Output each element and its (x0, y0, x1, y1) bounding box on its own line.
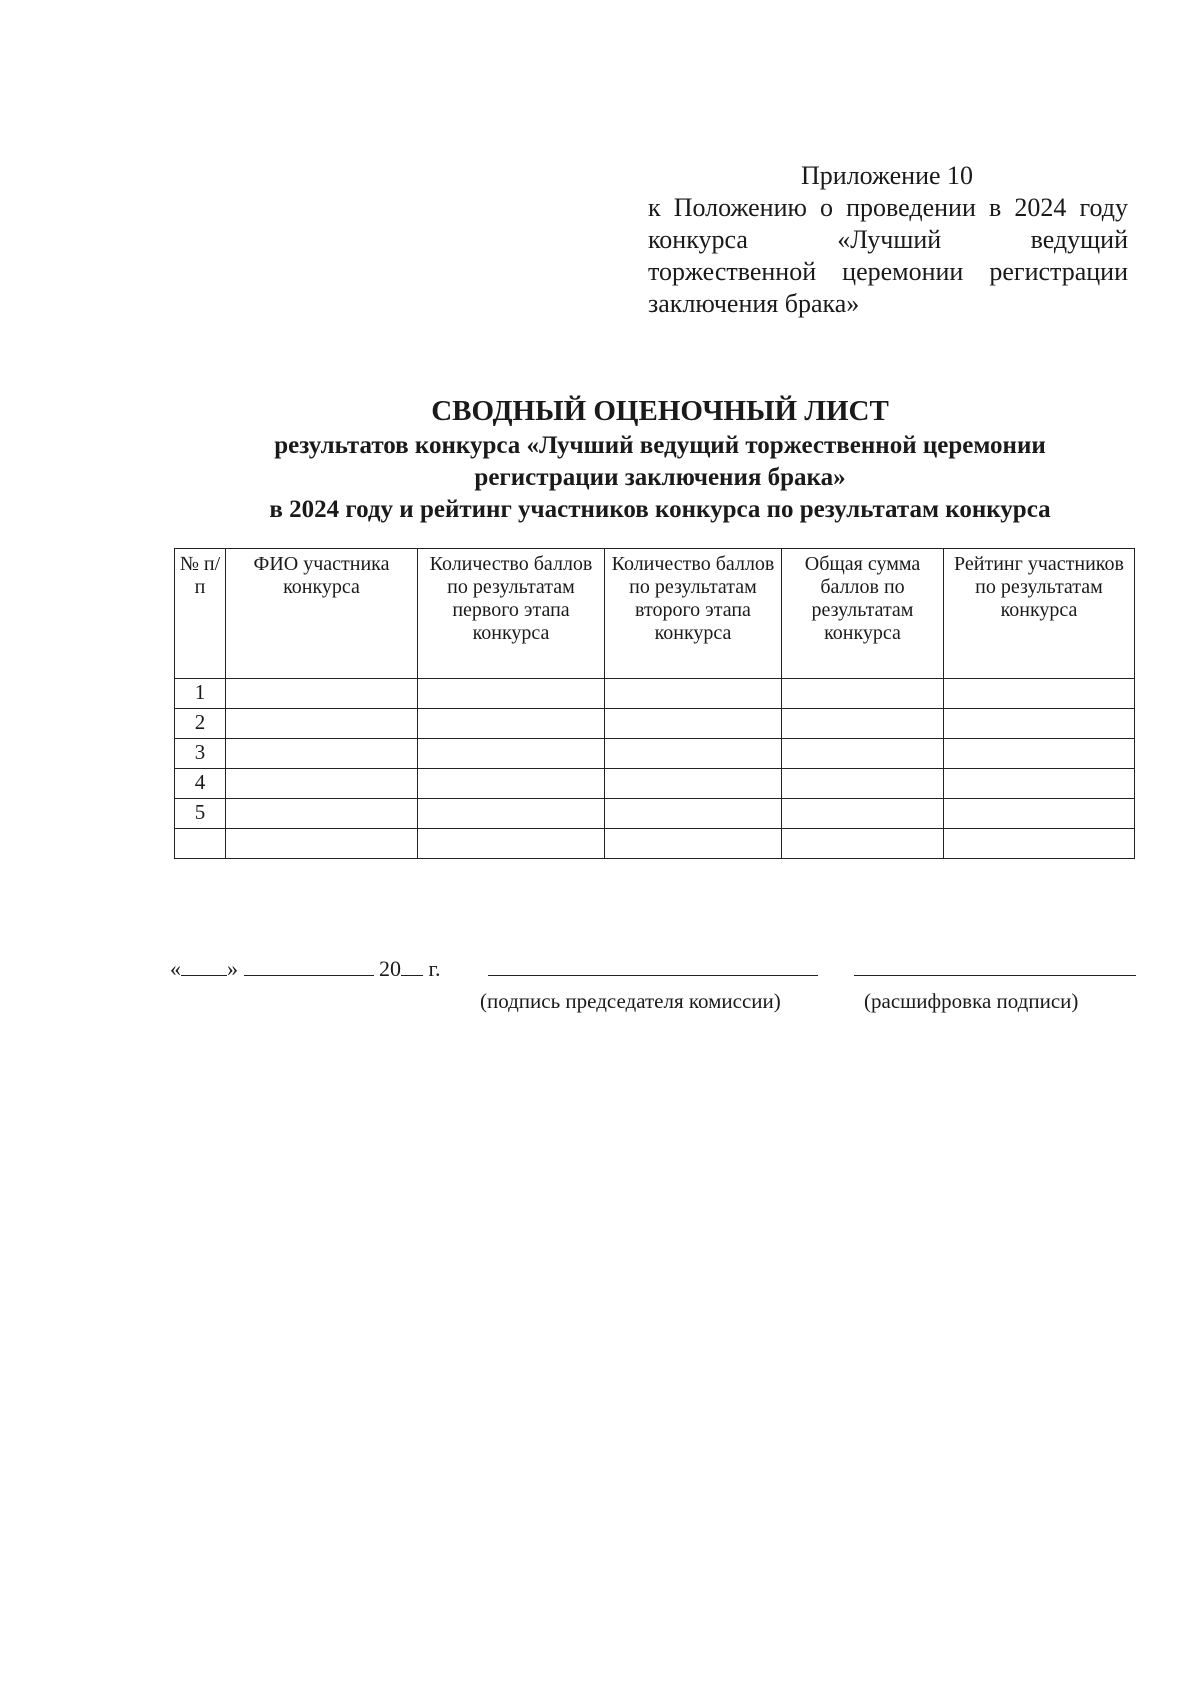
first-stage-score-cell[interactable] (418, 709, 605, 739)
rating-cell[interactable] (944, 799, 1135, 829)
rating-cell[interactable] (944, 829, 1135, 859)
document-title: СВОДНЫЙ ОЦЕНОЧНЫЙ ЛИСТ (431, 395, 889, 427)
signature-decoding-line[interactable] (854, 975, 1136, 976)
header-rating: Рейтинг участников по результатам конкурса (944, 549, 1135, 679)
total-score-cell[interactable] (782, 829, 944, 859)
table-header-row (175, 549, 1135, 679)
second-stage-score-cell[interactable] (605, 679, 782, 709)
header-participant-name: ФИО участника конкурса (226, 549, 418, 679)
table-row (175, 769, 1135, 799)
table-row (175, 739, 1135, 769)
year-blank[interactable] (401, 953, 423, 976)
day-blank[interactable] (181, 953, 227, 976)
participant-name-cell[interactable] (226, 769, 418, 799)
year-prefix: 20 (379, 956, 401, 981)
header-first-stage-score: Количество баллов по результатам первого этапа конкурса (418, 549, 605, 679)
appendix-line: заключения брака» (648, 289, 860, 318)
table-row (175, 709, 1135, 739)
row-number (175, 829, 226, 859)
second-stage-score-cell[interactable] (605, 709, 782, 739)
second-stage-score-cell[interactable] (605, 739, 782, 769)
participant-name-cell[interactable] (226, 679, 418, 709)
year-suffix: г. (428, 956, 441, 981)
participant-name-cell[interactable] (226, 739, 418, 769)
row-number: 1 (175, 679, 226, 709)
row-number: 2 (175, 709, 226, 739)
total-score-cell[interactable] (782, 769, 944, 799)
date-open-quote: « (170, 956, 181, 981)
rating-cell[interactable] (944, 739, 1135, 769)
document-subtitle-line: результатов конкурса «Лучший ведущий торжественной церемонии (274, 432, 1046, 459)
participant-name-cell[interactable] (226, 829, 418, 859)
date-close-quote: » (227, 956, 238, 981)
total-score-cell[interactable] (782, 739, 944, 769)
header-total-score: Общая сумма баллов по результатам конкурса (782, 549, 944, 679)
first-stage-score-cell[interactable] (418, 679, 605, 709)
table-row (175, 679, 1135, 709)
participant-name-cell[interactable] (226, 799, 418, 829)
participant-name-cell[interactable] (226, 709, 418, 739)
second-stage-score-cell[interactable] (605, 829, 782, 859)
rating-cell[interactable] (944, 709, 1135, 739)
first-stage-score-cell[interactable] (418, 829, 605, 859)
second-stage-score-cell[interactable] (605, 799, 782, 829)
first-stage-score-cell[interactable] (418, 739, 605, 769)
total-score-cell[interactable] (782, 799, 944, 829)
second-stage-score-cell[interactable] (605, 769, 782, 799)
total-score-cell[interactable] (782, 709, 944, 739)
document-subtitle-line: регистрации заключения брака» (474, 464, 846, 491)
month-blank[interactable] (244, 953, 374, 976)
rating-cell[interactable] (944, 679, 1135, 709)
row-number: 3 (175, 739, 226, 769)
row-number: 4 (175, 769, 226, 799)
appendix-line: конкурса «Лучший ведущий (648, 225, 1128, 254)
summary-score-table (174, 548, 1135, 859)
appendix-line: к Положению о проведении в 2024 году (648, 193, 1128, 222)
signature-decoding-caption: (расшифровка подписи) (864, 989, 1079, 1013)
signature-block (170, 953, 1150, 1033)
document-subtitle-line: в 2024 году и рейтинг участников конкурса по результатам конкурса (269, 496, 1051, 523)
table-row (175, 799, 1135, 829)
appendix-block (648, 160, 1128, 320)
first-stage-score-cell[interactable] (418, 799, 605, 829)
chair-signature-caption: (подпись председателя комиссии) (480, 989, 781, 1013)
rating-cell[interactable] (944, 769, 1135, 799)
total-score-cell[interactable] (782, 679, 944, 709)
table-row (175, 829, 1135, 859)
header-second-stage-score: Количество баллов по результатам второго этапа конкурса (605, 549, 782, 679)
header-number: № п/п (175, 549, 226, 679)
document-heading (170, 392, 1150, 526)
date-field (170, 953, 441, 982)
row-number: 5 (175, 799, 226, 829)
chair-signature-line[interactable] (488, 975, 818, 976)
first-stage-score-cell[interactable] (418, 769, 605, 799)
appendix-line: торжественной церемонии регистрации (648, 257, 1128, 286)
appendix-title: Приложение 10 (801, 161, 974, 190)
